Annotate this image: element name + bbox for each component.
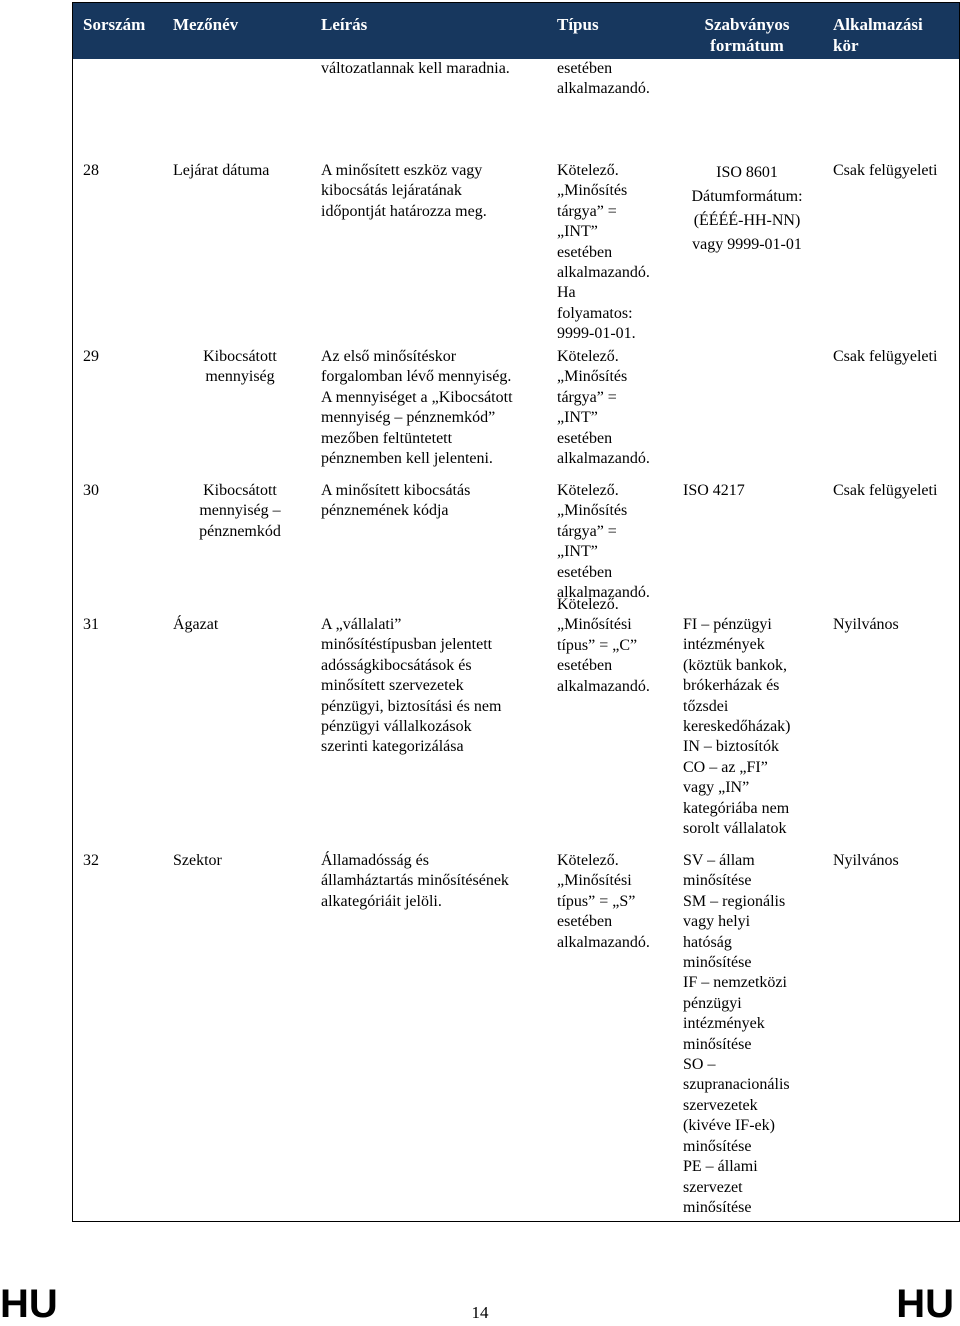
header-tipus [547, 3, 673, 59]
header-alkalmazasi-line2: kör [833, 36, 859, 55]
cont-type [547, 59, 673, 151]
cell-line: vagy 9999-01-01 [692, 236, 802, 253]
field-format [673, 481, 825, 615]
cell-line: Kötelező. [557, 348, 619, 365]
field-description [311, 851, 547, 1221]
cell-line: minősítése [683, 1137, 752, 1155]
cell-line: A „vállalati” [321, 616, 402, 633]
cell-line: „Minősítés [557, 502, 628, 520]
field-name [173, 851, 311, 1221]
cell-line: intézmények [683, 1015, 765, 1033]
field-scope: Csak felügyeleti [833, 348, 938, 365]
cont-format [673, 59, 825, 151]
cell-line: szervezet [683, 1178, 743, 1196]
header-szabvanyos-line1: Szabványos [704, 15, 790, 34]
cell-line: FI – pénzügyi [683, 616, 772, 633]
cell-line: A mennyiséget a „Kibocsátott [321, 388, 513, 406]
cont-desc [311, 59, 547, 151]
cell-line: Dátumformátum: [691, 188, 803, 205]
cell-line: kereskedőházak) [683, 718, 791, 736]
cell-line: Ha [557, 284, 576, 302]
cell-line: alkalmazandó. [557, 584, 650, 602]
cell-line: Kötelező. [557, 482, 619, 499]
header-leiras-label: Leírás [321, 15, 368, 34]
table-row-28 [73, 151, 959, 347]
cell-line: minősítése [683, 1035, 752, 1053]
cell-line: SV – állam [683, 852, 755, 869]
cell-line: brókerházak és [683, 677, 780, 695]
cell-line: mennyiség – pénznemkód” [321, 409, 496, 427]
continuation-row [73, 59, 959, 151]
row-number: 32 [83, 852, 99, 869]
cell-line: tárgya” = [557, 388, 617, 406]
cont-field [173, 59, 311, 151]
table-row-32 [73, 851, 959, 1221]
cell-line: államháztartás minősítésének [321, 872, 509, 890]
cell-line: IN – biztosítók [683, 738, 779, 756]
field-format [673, 347, 825, 481]
cont-num [73, 59, 173, 151]
cell-line: időpontját határozza meg. [321, 202, 487, 220]
cell-line: minősítéstípusban jelentett [321, 636, 493, 654]
field-name [173, 347, 311, 481]
field-type [547, 595, 673, 851]
cell-line: minősítése [683, 1198, 752, 1216]
page-number: 14 [471, 1303, 489, 1322]
cell-line: minősített szervezetek [321, 677, 464, 695]
cell-line: mennyiség – [199, 502, 281, 520]
cell-line: alkalmazandó. [557, 450, 650, 468]
cell-line: „Minősítés [557, 368, 628, 386]
field-scope: Nyilvános [833, 616, 899, 633]
cell-line: SO – [683, 1056, 716, 1074]
cell-line: CO – az „FI” [683, 758, 768, 776]
cell-line: Az első minősítéskor [321, 348, 457, 365]
cell-line: PE – állami [683, 1158, 758, 1176]
cell-line: szervezetek [683, 1096, 758, 1114]
cont-scope [825, 59, 959, 151]
field-name [173, 615, 311, 851]
cell-line: Ágazat [173, 616, 219, 633]
cell-line: Lejárat dátuma [173, 162, 270, 179]
row-number: 29 [83, 348, 99, 365]
field-scope: Nyilvános [833, 852, 899, 869]
cell-line: „Minősítési [557, 616, 632, 634]
row-number: 28 [83, 162, 99, 179]
cell-line: tárgya” = [557, 202, 617, 220]
footer-hu-right: HU [896, 1282, 954, 1326]
field-description [311, 347, 547, 481]
cell-line: pénzügyi vállalkozások [321, 718, 472, 736]
cell-line: típus” = „S” [557, 892, 636, 910]
field-description [311, 615, 547, 851]
data-field-table [72, 2, 960, 1222]
cell-line: ISO 8601 [716, 164, 778, 181]
cell-line: Kibocsátott [203, 482, 277, 499]
cell-line: Kötelező. [557, 162, 619, 179]
cell-line: tárgya” = [557, 522, 617, 540]
table-header [73, 3, 959, 59]
cell-line: SM – regionális [683, 892, 786, 910]
cell-line: „Minősítési [557, 872, 632, 890]
cell-line: pénznemének kódja [321, 502, 449, 520]
cell-line: vagy „IN” [683, 779, 750, 797]
table-row-29 [73, 347, 959, 481]
field-type [547, 851, 673, 1221]
cell-line: 9999-01-01. [557, 325, 636, 343]
row-number: 30 [83, 482, 99, 499]
table-row-31 [73, 596, 959, 851]
cell-line: alkategóriáit jelöli. [321, 892, 442, 910]
header-alkalmazasi-kor [825, 3, 959, 59]
cell-line: esetében [557, 60, 613, 77]
cell-line: változatlannak kell maradnia. [321, 60, 510, 77]
cell-line: esetében [557, 657, 613, 675]
header-mezonev [173, 3, 311, 59]
cell-line: esetében [557, 429, 613, 447]
header-mezonev-label: Mezőnév [173, 15, 239, 34]
cell-line: alkalmazandó. [557, 933, 650, 951]
cell-line: hatóság [683, 933, 732, 951]
cell-line: Kötelező. [557, 852, 619, 869]
header-szabvanyos-line2: formátum [710, 36, 784, 55]
cell-line: ISO 4217 [683, 482, 745, 499]
field-format [673, 161, 825, 347]
cell-line: minősítése [683, 872, 752, 890]
cell-line: kategóriába nem [683, 799, 790, 817]
cell-line: minősítése [683, 954, 752, 972]
cell-line: pénznemkód [199, 522, 281, 540]
cell-line: esetében [557, 913, 613, 931]
cell-line: pénzügyi [683, 994, 742, 1012]
cell-line: (ÉÉÉÉ-HH-NN) [693, 212, 801, 229]
cell-line: „INT” [557, 223, 598, 241]
field-scope: Csak felügyeleti [833, 482, 938, 499]
cell-line: Kötelező. [557, 596, 619, 613]
cell-line: szupranacionális [683, 1076, 790, 1094]
footer-hu-left: HU [0, 1282, 58, 1326]
cell-line: szerinti kategorizálása [321, 738, 464, 756]
header-alkalmazasi-line1: Alkalmazási [833, 15, 923, 34]
field-name [173, 481, 311, 615]
cell-line: (kivéve IF-ek) [683, 1117, 775, 1135]
field-name [173, 161, 311, 347]
header-leiras [311, 3, 547, 59]
cell-line: (köztük bankok, [683, 656, 787, 674]
header-sorszam [73, 3, 173, 59]
field-description [311, 481, 547, 615]
field-scope: Csak felügyeleti [833, 162, 938, 179]
cell-line: Kibocsátott [203, 348, 277, 365]
cell-line: „Minősítés [557, 182, 628, 200]
cell-line: intézmények [683, 636, 765, 654]
cell-line: mezőben feltüntetett [321, 429, 453, 447]
cell-line: alkalmazandó. [557, 264, 650, 282]
cell-line: vagy helyi [683, 913, 751, 931]
header-sorszam-label: Sorszám [83, 15, 146, 34]
field-type [547, 347, 673, 481]
field-format [673, 851, 825, 1221]
header-szabvanyos-formatum [673, 3, 825, 59]
cell-line: pénzügyi, biztosítási és nem [321, 697, 502, 715]
cell-line: tőzsdei [683, 697, 729, 715]
field-description [311, 161, 547, 347]
cell-line: Szektor [173, 852, 222, 869]
cell-line: pénznemben kell jelenteni. [321, 450, 493, 468]
field-format [673, 615, 825, 851]
cell-line: „INT” [557, 543, 598, 561]
cell-line: alkalmazandó. [557, 677, 650, 695]
cell-line: típus” = „C” [557, 636, 638, 654]
cell-line: A minősített kibocsátás [321, 482, 471, 499]
field-type [547, 161, 673, 347]
cell-line: alkalmazandó. [557, 80, 650, 98]
cell-line: forgalomban lévő mennyiség. [321, 368, 512, 386]
cell-line: Államadósság és [321, 852, 429, 869]
cell-line: sorolt vállalatok [683, 820, 787, 838]
cell-line: esetében [557, 243, 613, 261]
cell-line: esetében [557, 563, 613, 581]
cell-line: mennyiség [205, 368, 275, 386]
header-tipus-label: Típus [557, 15, 599, 34]
row-number: 31 [83, 616, 99, 633]
cell-line: kibocsátás lejáratának [321, 182, 462, 200]
cell-line: adósságkibocsátások és [321, 656, 472, 674]
cell-line: A minősített eszköz vagy [321, 162, 483, 179]
cell-line: folyamatos: [557, 304, 633, 322]
table-row-30 [73, 481, 959, 615]
cell-line: IF – nemzetközi [683, 974, 787, 992]
cell-line: „INT” [557, 409, 598, 427]
